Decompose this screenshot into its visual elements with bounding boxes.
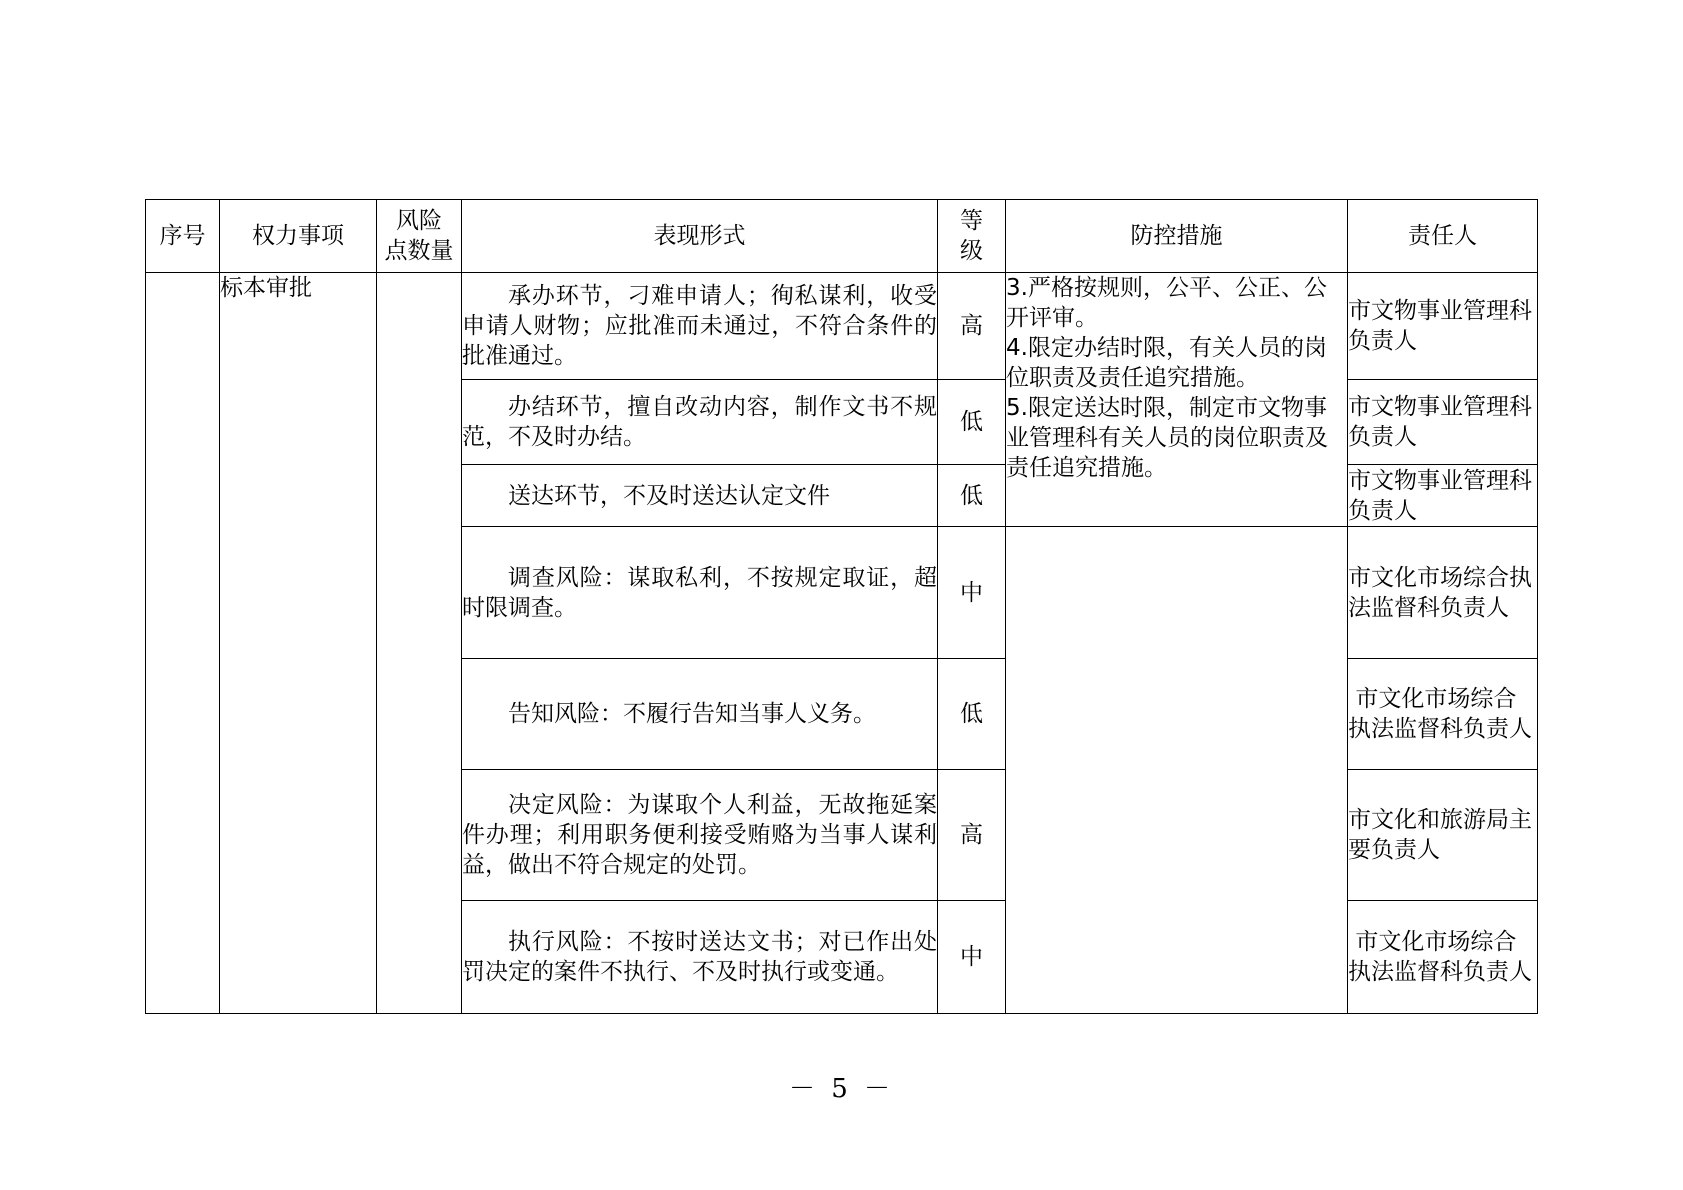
manifestation-cell: [462, 901, 938, 1014]
page-number: － 5 －: [788, 1074, 895, 1104]
manifestation-text: 送达环节，不及时送达认定文件: [508, 482, 830, 509]
owner-cell: 市文物事业管理科负责人: [1348, 465, 1538, 527]
level-cell: 中: [938, 527, 1006, 659]
owner-cell: 市文化市场综合执法监督科负责人: [1348, 527, 1538, 659]
risk-count-cell: [377, 273, 462, 1014]
owner-cell: 市文化市场综合执法监督科负责人: [1348, 901, 1538, 1014]
level-cell: 低: [938, 380, 1006, 465]
header-measures: 防控措施: [1006, 200, 1348, 273]
level-cell: 高: [938, 770, 1006, 901]
manifestation-cell: [462, 465, 938, 527]
item-name-cell: 标本审批: [220, 273, 377, 1014]
manifestation-text: 调查风险：谋取私利，不按规定取证，超时限调查。: [462, 564, 937, 621]
manifestation-cell: [462, 273, 938, 380]
level-cell: 低: [938, 659, 1006, 770]
manifestation-cell: [462, 659, 938, 770]
level-cell: 中: [938, 901, 1006, 1014]
measures-cell: 3.严格按规则，公平、公正、公开评审。 4.限定办结时限，有关人员的岗位职责及责任追究措施。 5.限定送达时限，制定市文物事业管理科有关人员的岗位职责及责任追究措施。: [1006, 273, 1348, 527]
header-manifestation: 表现形式: [462, 200, 938, 273]
header-item: 权力事项: [220, 200, 377, 273]
owner-cell: 市文物事业管理科负责人: [1348, 273, 1538, 380]
owner-cell: 市文物事业管理科负责人: [1348, 380, 1538, 465]
manifestation-cell: [462, 527, 938, 659]
table-row: [146, 273, 1538, 380]
header-row: [146, 200, 1538, 273]
header-index: 序号: [146, 200, 220, 273]
manifestation-cell: [462, 380, 938, 465]
manifestation-text: 执行风险：不按时送达文书；对已作出处罚决定的案件不执行、不及时执行或变通。: [462, 929, 937, 985]
manifestation-text: 办结环节，擅自改动内容，制作文书不规范，不及时办结。: [462, 394, 937, 450]
manifestation-cell: [462, 770, 938, 901]
risk-control-table: [145, 199, 1538, 1014]
level-cell: 高: [938, 273, 1006, 380]
manifestation-text: 承办环节，刁难申请人；徇私谋利，收受申请人财物；应批准而未通过，不符合条件的批准通过。: [462, 283, 937, 369]
header-owner: 责任人: [1348, 200, 1538, 273]
owner-cell: 市文化和旅游局主要负责人: [1348, 770, 1538, 901]
index-cell: [146, 273, 220, 1014]
header-level: 等 级: [938, 200, 1006, 273]
level-cell: 低: [938, 465, 1006, 527]
header-risk-count: 风险 点数量: [377, 200, 462, 273]
owner-cell: 市文化市场综合执法监督科负责人: [1348, 659, 1538, 770]
manifestation-text: 告知风险：不履行告知当事人义务。: [508, 701, 876, 727]
measures-empty-cell: [1006, 527, 1348, 1014]
manifestation-text: 决定风险：为谋取个人利益，无故拖延案件办理；利用职务便利接受贿赂为当事人谋利益，做出不符合规定的处罚。: [462, 792, 937, 878]
